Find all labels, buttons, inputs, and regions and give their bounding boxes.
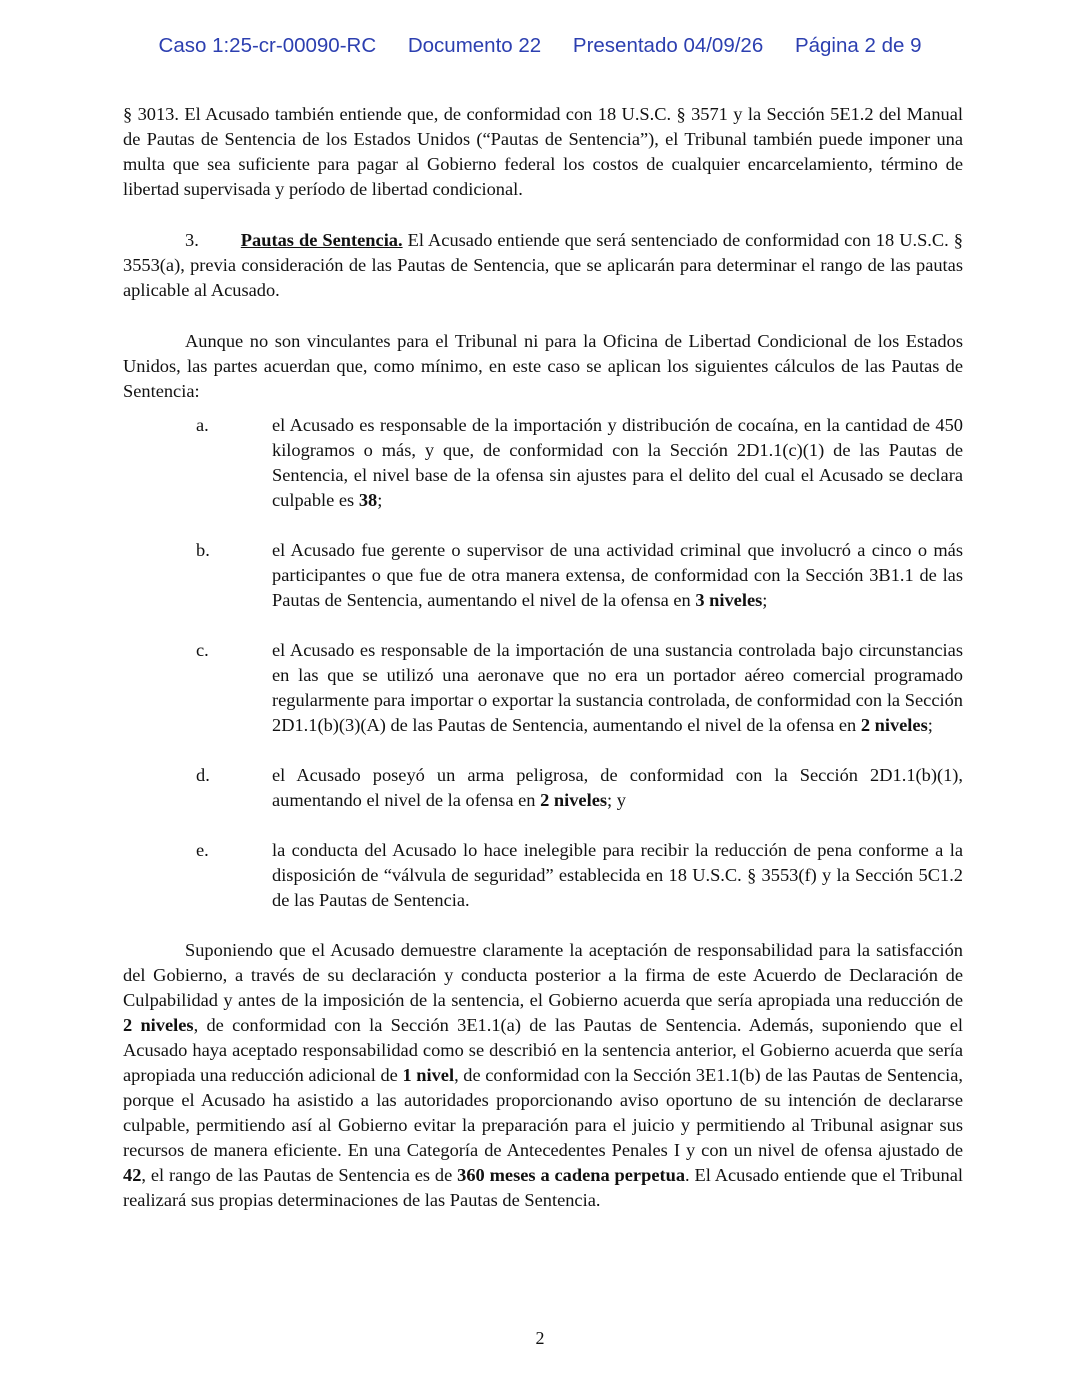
section-text: El Acusado entiende que será sentenciado de conformidad con 18 U.S.C. § 3553(a), previa consideración de las Pautas de Sentencia, que se aplicarán para determinar el rango de las pautas aplicable al Acusado. (123, 230, 963, 300)
list-item-suffix: ; (927, 715, 933, 735)
paragraph-calculations-intro: Aunque no son vinculantes para el Tribunal ni para la Oficina de Libertad Condicional de los Estados Unidos, las partes acuerdan que, como mínimo, en este caso se aplican los siguientes cálculos de las Pautas de Sentencia: (123, 331, 963, 401)
list-item (123, 838, 963, 913)
section-heading: Pautas de Sentencia. (240, 230, 403, 250)
list-item (123, 638, 963, 738)
bold-run: 42 (123, 1165, 142, 1185)
list-item-text: el Acusado es responsable de la importación y distribución de cocaína, en la cantidad de 450 kilogramos o más, y que, de conformidad con la Sección 2D1.1(c)(1) de las Pautas de Sentencia, el nivel base de la ofensa sin ajustes para el delito del cual el Acusado se declara culpable es (272, 415, 963, 510)
text-run: , de conformidad con la Sección 3E1.1(b) de las Pautas de Sentencia, porque el Acusado ha asistido a las autoridades proporcionando aviso oportuno de su intención de declararse culpable, permitiendo así al Gobierno evitar la preparación para el juicio y permitiendo al Tribunal asignar sus recursos de manera eficiente. En una Categoría de Antecedentes Penales I y con un nivel de ofensa ajustado de (123, 1065, 963, 1160)
list-item-bold: 2 niveles (540, 790, 608, 810)
list-item-bold: 3 niveles (695, 590, 763, 610)
filed-date: Presentado 04/09/26 (572, 34, 764, 57)
list-item-bold: 38 (358, 490, 378, 510)
bold-run: 360 meses a cadena perpetua (457, 1165, 686, 1185)
list-item-text: el Acusado fue gerente o supervisor de una actividad criminal que involucró a cinco o más participantes o que fue de otra manera extensa, de conformidad con la Sección 3B1.1 de las Pautas de Sentencia, aumentando el nivel de la ofensa en (272, 540, 963, 610)
text-run: . El Acusado entiende que el Tribunal realizará sus propias determinaciones de las Pautas de Sentencia. (123, 1165, 964, 1210)
list-item-letter: e. (196, 840, 209, 860)
list-item-letter: c. (196, 640, 209, 660)
page-number: 2 (535, 1328, 545, 1348)
list-item-text: la conducta del Acusado lo hace inelegible para recibir la reducción de pena conforme a la disposición de “válvula de seguridad” establecida en 18 U.S.C. § 3553(f) y la Sección 5C1.2 de las Pautas de Sentencia. (272, 840, 963, 910)
paragraph-acceptance-of-responsibility (123, 938, 963, 1213)
document-number: Documento 22 (407, 34, 542, 57)
page-indicator: Página 2 de 9 (794, 34, 922, 57)
list-item-letter: b. (196, 540, 210, 560)
list-item-suffix: ; (377, 490, 383, 510)
list-item-text: el Acusado es responsable de la importación de una sustancia controlada bajo circunstancias en las que se utilizó una aeronave que no era un portador aéreo comercial programado regularmente para importar o exportar la sustancia controlada, de conformidad con la Sección 2D1.1(b)(3)(A) de las Pautas de Sentencia, aumentando el nivel de la ofensa en (272, 640, 963, 735)
list-item-letter: d. (196, 765, 210, 785)
bold-run: 2 niveles (123, 1015, 194, 1035)
list-item-suffix: ; (762, 590, 768, 610)
list-item (123, 538, 963, 613)
document-body (123, 102, 963, 1213)
list-item-bold: 2 niveles (860, 715, 928, 735)
text-run: , de conformidad con la Sección 3E1.1(a) de las Pautas de Sentencia. Además, suponiendo que el Acusado haya aceptado responsabilidad como se describió en la sentencia anterior, el Gobierno acuerda que sería apropiada una reducción adicional de (123, 1015, 964, 1085)
case-number: Caso 1:25-cr-00090-RC (158, 34, 377, 57)
text-run: , el rango de las Pautas de Sentencia es de (141, 1165, 458, 1185)
list-item (123, 413, 963, 513)
bold-run: 1 nivel (402, 1065, 455, 1085)
list-item-text: el Acusado poseyó un arma peligrosa, de conformidad con la Sección 2D1.1(b)(1), aumentando el nivel de la ofensa en (272, 765, 963, 810)
section-number: 3. (185, 230, 199, 250)
list-item (123, 763, 963, 813)
text-run: Suponiendo que el Acusado demuestre claramente la aceptación de responsabilidad para la satisfacción del Gobierno, a través de su declaración y conducta posterior a la firma de este Acuerdo de Declaración de Culpabilidad y antes de la imposición de la sentencia, el Gobierno acuerda que sería apropiada una reducción de (123, 940, 963, 1010)
court-filing-header (0, 34, 1080, 58)
paragraph-fine: § 3013. El Acusado también entiende que, de conformidad con 18 U.S.C. § 3571 y la Sección 5E1.2 del Manual de Pautas de Sentencia de los Estados Unidos (“Pautas de Sentencia”), el Tribunal también puede imponer una multa que sea suficiente para pagar al Gobierno federal los costos de cualquier encarcelamiento, término de libertad supervisada y período de libertad condicional. (123, 104, 963, 199)
list-item-suffix: ; y (607, 790, 626, 810)
paragraph-sentencing-guidelines (123, 228, 963, 303)
list-item-letter: a. (196, 415, 209, 435)
